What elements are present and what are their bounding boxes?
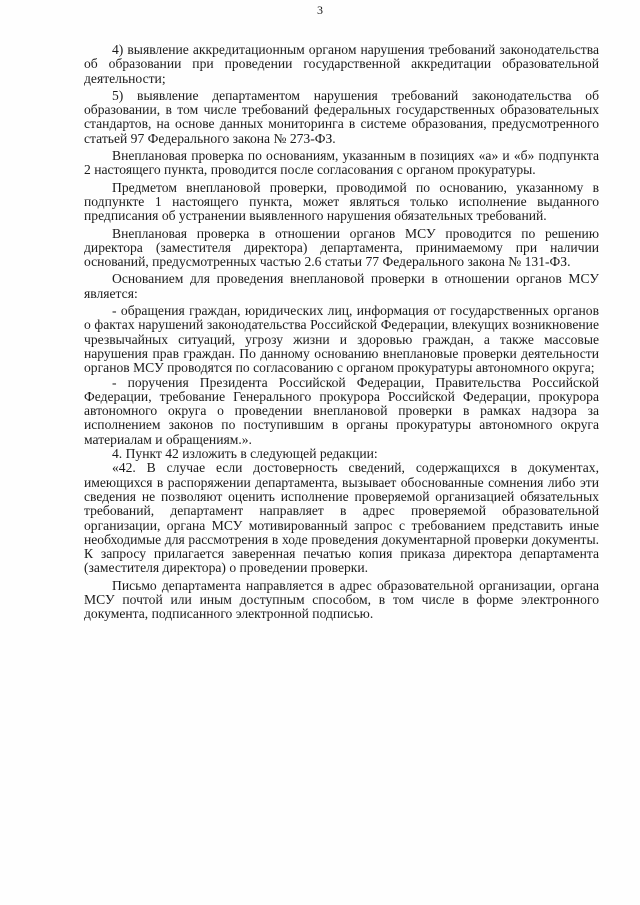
paragraph-inspection-subject: Предметом внеплановой проверки, проводимой по основанию, указанному в подпункте 1 настоящего пункта, может являться только исполнение выданного предписания об устранении выявленного нарушения обязательных требований. <box>84 179 599 224</box>
page-number: 3 <box>317 3 323 17</box>
paragraph-grounds-appeals: - обращения граждан, юридических лиц, информация от государственных органов о фактах нарушений законодательства Российской Федерации, влекущих возникновение чрезвычайных ситуаций, угрозу жизни и здоровью граждан, а также массовые нарушения прав граждан. По данному основанию внеплановые проверки деятельности органов МСУ проводятся по согласованию с органом прокуратуры автономного округа; <box>84 303 599 376</box>
paragraph-item-5: 5) выявление департаментом нарушения требований законодательства об образовании, в том числе требований федеральных государственных образовательных стандартов, на основе данных мониторинга в системе образования, предусмотренного статьей 97 Федерального закона № 273-ФЗ. <box>84 87 599 146</box>
paragraph-item-4: 4) выявление аккредитационным органом нарушения требований законодательства об образовании при проведении государственной аккредитации образовательной деятельности; <box>84 42 599 86</box>
paragraph-grounds-instructions: - поручения Президента Российской Федерации, Правительства Российской Федерации, требование Генерального прокурора Российской Федерации, прокурора автономного округа о проведении внеплановой проверки в рамках надзора за исполнением законов по поступившим в органы прокуратуры автономного округа материалам и обращениям.». <box>84 374 599 447</box>
paragraph-letter-delivery: Письмо департамента направляется в адрес образовательной организации, органа МСУ почтой или иным доступным способом, в том числе в форме электронного документа, подписанного электронной подписью. <box>84 577 599 622</box>
paragraph-unscheduled-coordination: Внеплановая проверка по основаниям, указанным в позициях «а» и «б» подпункта 2 настоящего пункта, проводится после согласования с органом прокуратуры. <box>84 148 599 178</box>
paragraph-msu-inspection-decision: Внеплановая проверка в отношении органов МСУ проводится по решению директора (заместителя директора) департамента, принимаемому при наличии оснований, предусмотренных частью 2.6 статьи 77 Федерального закона № 131-ФЗ. <box>84 225 599 270</box>
paragraph-clause-42: «42. В случае если достоверность сведений, содержащихся в документах, имеющихся в распоряжении департамента, вызывает обоснованные сомнения либо эти сведения не позволяют оценить исполнение проверяемой организацией обязательных требований, департамент направляет в адрес проверяемой образовательной организации, органа МСУ мотивированный запрос с требованием представить иные необходимые для рассмотрения в ходе проведения документарной проверки документы. К запросу прилагается заверенная печатью копия приказа директора департамента (заместителя директора) о проведении проверки. <box>84 460 599 576</box>
document-body <box>84 43 599 622</box>
paragraph-msu-grounds-intro: Основанием для проведения внеплановой проверки в отношении органов МСУ является: <box>84 271 599 301</box>
paragraph-item-4-amendment: 4. Пункт 42 изложить в следующей редакции: <box>112 446 378 462</box>
